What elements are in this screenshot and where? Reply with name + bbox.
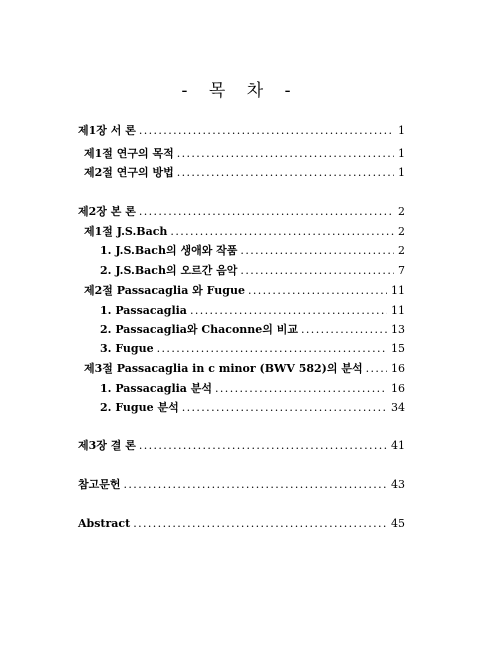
toc-entry-subsection-2-2-1[interactable] xyxy=(100,303,405,319)
toc-entry-section-2-2[interactable] xyxy=(84,283,405,299)
toc-entry-page: 7 xyxy=(398,264,405,277)
toc-leader-dots xyxy=(366,361,387,377)
toc-entry-page: 45 xyxy=(391,517,405,530)
toc-leader-dots xyxy=(139,204,394,220)
toc-entry-label: 제3절 Passacaglia in c minor (BWV 582)의 분석 xyxy=(84,362,363,375)
toc-entry-page: 34 xyxy=(391,401,405,414)
toc-entry-abstract[interactable] xyxy=(78,516,405,532)
toc-entry-page: 13 xyxy=(391,323,405,336)
toc-entry-label: 제3장 결 론 xyxy=(78,439,136,452)
toc-entry-section-1-2[interactable] xyxy=(84,165,405,181)
toc-entry-label: 제1절 연구의 목적 xyxy=(84,147,174,160)
toc-entry-label: 1. Passacaglia 분석 xyxy=(100,382,213,395)
toc-entry-page: 43 xyxy=(391,478,405,491)
toc-entry-subsection-2-3-2[interactable] xyxy=(100,400,405,416)
toc-entry-label: 2. Fugue 분석 xyxy=(100,401,179,414)
toc-title: - 목 차 - xyxy=(181,81,299,101)
toc-leader-dots xyxy=(124,477,387,493)
toc-entry-label: 2. Passacaglia와 Chaconne의 비교 xyxy=(100,323,299,336)
toc-entry-chapter-2[interactable] xyxy=(78,204,405,220)
toc-entry-subsection-2-2-3[interactable] xyxy=(100,341,405,357)
toc-entry-label: 3. Fugue xyxy=(100,342,154,355)
toc-entry-subsection-2-1-1[interactable] xyxy=(100,243,405,259)
toc-entry-chapter-3[interactable] xyxy=(78,438,405,454)
toc-entry-page: 15 xyxy=(391,342,405,355)
toc-entry-page: 11 xyxy=(391,284,405,297)
toc-leader-dots xyxy=(170,224,394,240)
toc-leader-dots xyxy=(133,516,387,532)
toc-entry-subsection-2-1-2[interactable] xyxy=(100,263,405,279)
toc-leader-dots xyxy=(301,322,387,338)
toc-entry-label: 참고문헌 xyxy=(78,478,121,491)
toc-entry-page: 1 xyxy=(398,124,405,137)
toc-entry-section-2-1[interactable] xyxy=(84,224,405,240)
toc-entry-page: 2 xyxy=(398,205,405,218)
toc-leader-dots xyxy=(157,341,387,357)
toc-entry-page: 11 xyxy=(391,304,405,317)
toc-leader-dots xyxy=(139,438,387,454)
toc-leader-dots xyxy=(177,146,394,162)
toc-leader-dots xyxy=(240,263,394,279)
toc-entry-label: 2. J.S.Bach의 오르간 음악 xyxy=(100,264,238,277)
toc-leader-dots xyxy=(177,165,394,181)
toc-entry-page: 1 xyxy=(398,147,405,160)
toc-entry-label: 제1절 J.S.Bach xyxy=(84,225,168,238)
toc-leader-dots xyxy=(190,303,387,319)
toc-entry-section-2-3[interactable] xyxy=(84,361,405,377)
toc-entry-label: 제2절 연구의 방법 xyxy=(84,166,174,179)
toc-entry-subsection-2-2-2[interactable] xyxy=(100,322,405,338)
toc-entry-label: Abstract xyxy=(78,517,131,530)
toc-leader-dots xyxy=(248,283,387,299)
toc-entry-subsection-2-3-1[interactable] xyxy=(100,381,405,397)
toc-entry-page: 1 xyxy=(398,166,405,179)
toc-entry-label: 제2장 본 론 xyxy=(78,205,136,218)
toc-leader-dots xyxy=(182,400,387,416)
toc-leader-dots xyxy=(240,243,394,259)
toc-entry-chapter-1[interactable] xyxy=(78,123,405,139)
toc-entry-references[interactable] xyxy=(78,477,405,493)
toc-entry-label: 1. J.S.Bach의 생애와 작품 xyxy=(100,244,238,257)
toc-entry-section-1-1[interactable] xyxy=(84,146,405,162)
toc-entry-page: 16 xyxy=(391,382,405,395)
toc-entry-label: 1. Passacaglia xyxy=(100,304,187,317)
toc-entry-page: 16 xyxy=(391,362,405,375)
toc-leader-dots xyxy=(139,123,394,139)
toc-entry-page: 41 xyxy=(391,439,405,452)
toc-leader-dots xyxy=(215,381,387,397)
toc-entry-page: 2 xyxy=(398,225,405,238)
toc-entry-page: 2 xyxy=(398,244,405,257)
toc-entry-label: 제2절 Passacaglia 와 Fugue xyxy=(84,284,245,297)
toc-entry-label: 제1장 서 론 xyxy=(78,124,136,137)
